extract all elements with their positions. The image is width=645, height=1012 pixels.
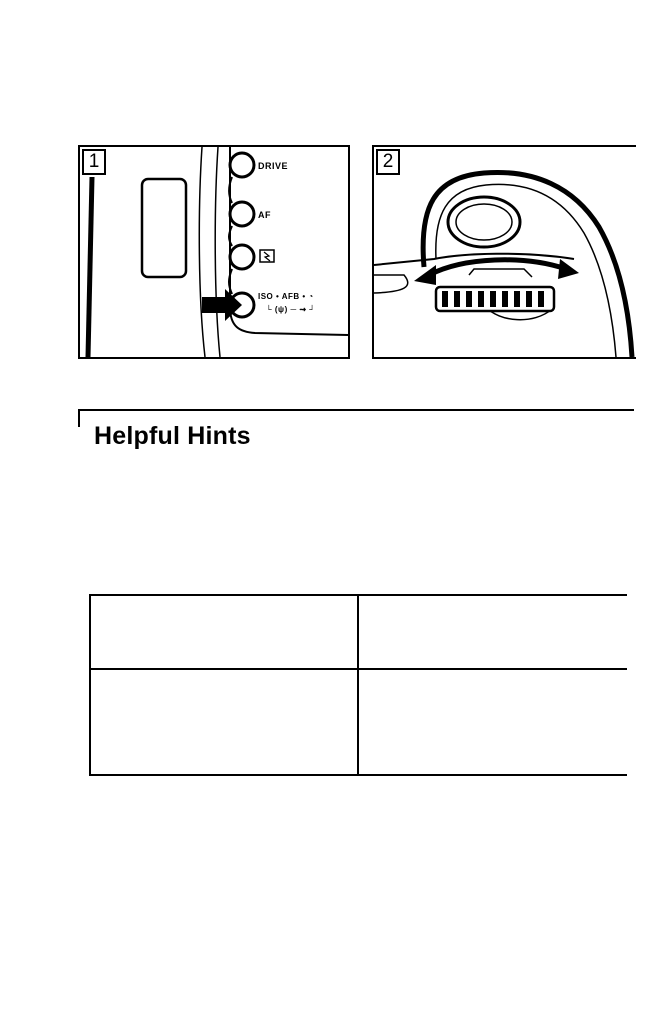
command-dial-icon	[436, 287, 554, 311]
iso-label: ISO • AFB • ◔	[258, 292, 314, 301]
hints-table	[89, 594, 627, 776]
drive-button-icon	[230, 153, 254, 177]
af-button-icon	[230, 202, 254, 226]
section-rule-tick	[78, 409, 80, 427]
af-label: AF	[258, 210, 271, 220]
camera-buttons-illustration	[80, 147, 348, 357]
figure-2-panel	[372, 145, 636, 359]
table-column-divider	[357, 594, 359, 776]
command-dial-illustration	[374, 147, 636, 357]
drive-label: DRIVE	[258, 161, 289, 171]
section-rule	[78, 409, 634, 411]
flash-button-icon	[230, 245, 254, 269]
figure-1-panel	[78, 145, 350, 359]
figure-number: 2	[376, 149, 400, 175]
section-title: Helpful Hints	[94, 422, 251, 450]
table-left-border	[89, 594, 91, 776]
iso-sublabel: └ (ψ) ─ ⇝ ┘	[266, 305, 316, 314]
double-arrow-icon	[414, 259, 579, 285]
figure-number: 1	[82, 149, 106, 175]
